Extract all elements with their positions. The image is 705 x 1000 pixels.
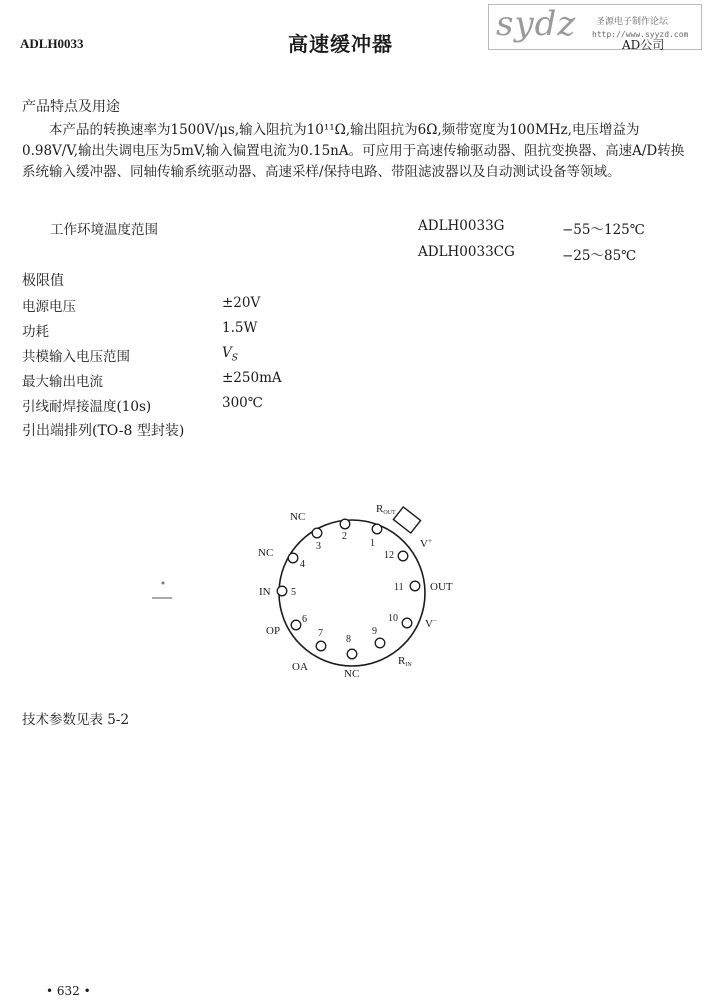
pin-5 [277,586,287,596]
pin-number: 9 [372,626,377,637]
pin-number: 11 [394,582,404,593]
pin-3 [312,528,322,538]
limit-value: ±250mA [222,370,282,386]
page-title: 高速缓冲器 [288,32,393,56]
part-number: ADLH0033 [20,36,84,51]
package-key-tab [393,507,420,533]
pin-number: 1 [370,538,375,549]
temperature-label: 工作环境温度范围 [50,222,158,238]
features-heading: 产品特点及用途 [22,99,120,115]
package-outline [279,520,425,666]
pinout-heading: 引出端排列(TO-8 型封装) [22,423,185,439]
pin-number: 3 [316,541,321,552]
limits-heading: 极限值 [22,273,64,289]
pin-6 [291,620,301,630]
temperature-range-1: −55～125℃ [562,222,645,238]
limit-value: $V_S$ [222,345,238,364]
label-v-minus: V− [425,617,437,630]
pin-10 [402,618,412,628]
label-nc-left: NC [258,547,274,559]
limit-name: 最大输出电流 [22,374,103,390]
limit-name: 共模输入电压范围 [22,349,130,365]
watermark-url: http://www.syyzd.com [592,30,689,39]
label-op: OP [266,625,281,637]
pin-number: 5 [291,587,296,598]
pin-8 [347,649,357,659]
pin-number: 8 [346,634,351,645]
pin-number: 10 [388,613,398,624]
page-number: • 632 • [46,984,91,998]
pin-number: 4 [300,559,305,570]
pin-11 [410,581,420,591]
limit-name: 电源电压 [22,299,76,315]
limit-name: 引线耐焊接温度(10s) [22,399,152,415]
features-paragraph: 本产品的转换速率为1500V/μs,输入阻抗为10¹¹Ω,输出阻抗为6Ω,频带宽度为100MHz,电压增益为0.98V/V,输出失调电压为5mV,输入偏置电流为0.15nA。可应用于高速传输驱动器、阻抗变换器、高速A/D转换系统输入缓冲器、同轴传输系统驱动器、高速采样/保持电路、带阻滤波器以及自动测试设备等领域。 [22,122,685,180]
label-out: OUT [430,581,453,593]
pin-9 [375,638,385,648]
pin-2 [340,519,350,529]
pin-12 [398,551,408,561]
pin-number: 7 [318,628,323,639]
label-r-in: RIN [398,655,412,668]
watermark-logo: sydz [496,4,577,44]
temperature-model-1: ADLH0033G [418,218,505,234]
temperature-model-2: ADLH0033CG [418,244,515,260]
label-nc-top: NC [290,511,306,523]
watermark-site-name: 圣源电子制作论坛 [596,17,669,27]
limit-value: 1.5W [222,320,258,336]
temperature-range-2: −25～85℃ [562,248,637,264]
limit-value: ±20V [222,295,261,311]
label-r-out: ROUT [376,503,396,516]
label-oa: OA [292,661,308,673]
limit-name: 功耗 [22,324,49,340]
pin-number: 12 [384,550,394,561]
pin-1 [372,524,382,534]
pin-7 [316,641,326,651]
pin-number: 2 [342,531,347,542]
label-nc-bottom: NC [344,668,360,680]
pin-4 [288,553,298,563]
label-in: IN [259,586,271,598]
limit-value: 300℃ [222,395,263,411]
pin-number: 6 [302,614,307,625]
stray-dot [162,582,165,585]
label-v-plus: V+ [420,537,432,550]
company-name: AD公司 [622,38,665,52]
tech-params-note: 技术参数见表 5-2 [22,712,130,728]
